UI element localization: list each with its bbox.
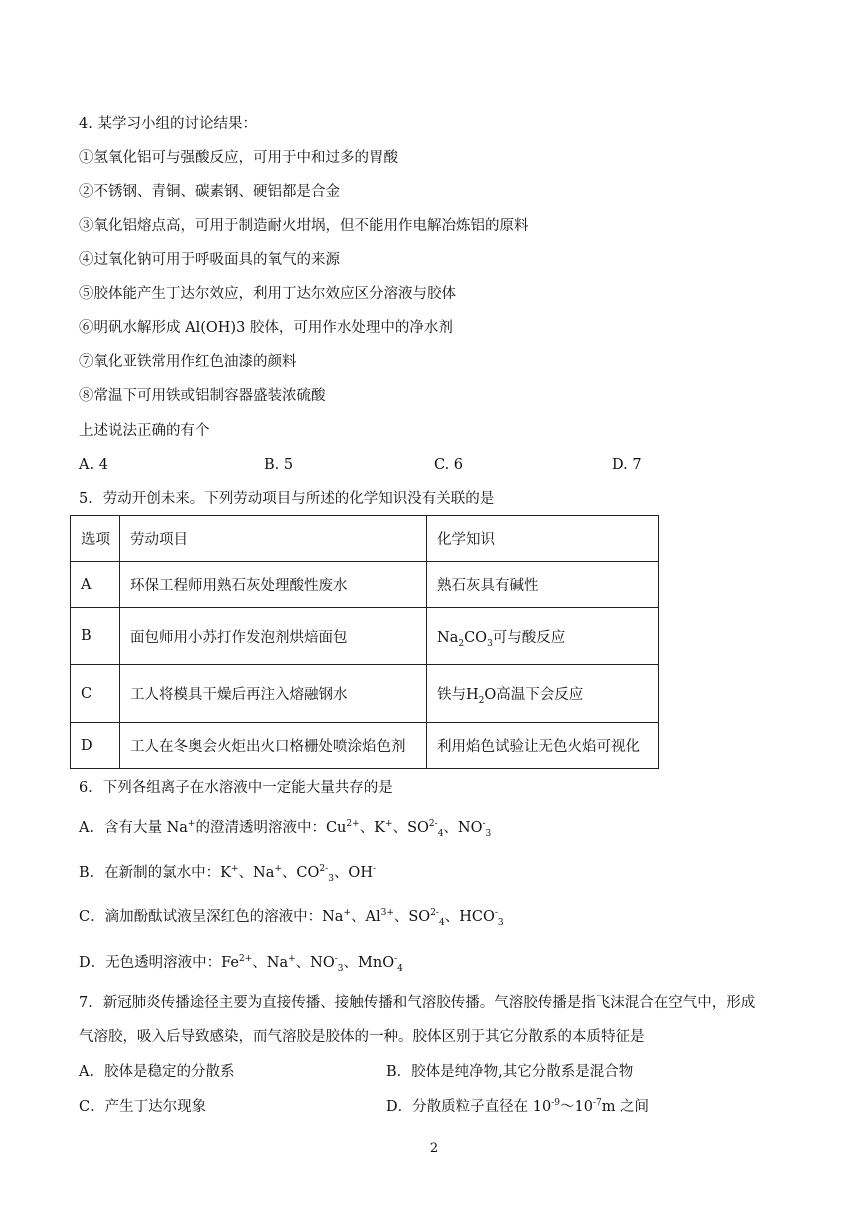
- q7-stem-line-2: 气溶胶，吸入后导致感染，而气溶胶是胶体的一种。胶体区别于其它分散系的本质特征是: [79, 1029, 645, 1045]
- table-row: [71, 665, 659, 723]
- text-run: 、Al: [350, 909, 381, 925]
- knowledge-text: 可与酸反应: [492, 629, 566, 646]
- subscript: 2: [458, 638, 465, 649]
- q4-item-6: ⑥明矾水解形成 Al(OH)3 胶体，可用作水处理中的净水剂: [79, 320, 453, 336]
- row-knowledge: 熟石灰具有碱性: [427, 562, 659, 608]
- text-run: ～10: [559, 1099, 593, 1115]
- superscript: -7: [592, 1098, 602, 1109]
- q4-item-2: ②不锈钢、青铜、碳素钢、硬铝都是合金: [79, 184, 340, 200]
- header-knowledge: 化学知识: [427, 516, 659, 562]
- q4-item-5: ⑤胶体能产生丁达尔效应，利用丁达尔效应区分溶液与胶体: [79, 286, 456, 302]
- superscript: -: [494, 908, 498, 919]
- superscript: +: [288, 954, 296, 965]
- q6-option-a: [79, 818, 491, 838]
- superscript: 2-: [319, 864, 329, 875]
- superscript: +: [274, 864, 282, 875]
- subscript: 3: [487, 638, 493, 649]
- q4-option-b: B. 5: [264, 457, 294, 473]
- q7-option-c: C．产生丁达尔现象: [79, 1099, 207, 1115]
- row-knowledge: [427, 608, 659, 665]
- text-run: m 之间: [601, 1099, 650, 1115]
- row-knowledge: [427, 665, 659, 723]
- superscript: -: [334, 954, 338, 965]
- subscript: 3: [485, 828, 492, 839]
- text-run: 、K: [359, 820, 386, 836]
- row-labor: 环保工程师用熟石灰处理酸性废水: [120, 562, 427, 608]
- q7-stem-line-1: 7．新冠肺炎传播途径主要为直接传播、接触传播和气溶胶传播。气溶胶传播是指飞沫混合在空气中，形成: [79, 995, 756, 1011]
- text-run: 、CO: [281, 865, 320, 881]
- superscript: 3+: [380, 908, 394, 919]
- row-option: A: [71, 562, 120, 608]
- text-run: 、NO: [295, 955, 335, 971]
- text-run: 、SO: [392, 820, 429, 836]
- q4-option-d: D. 7: [612, 457, 642, 473]
- table-row: [71, 562, 659, 608]
- q5-stem: 5．劳动开创未来。下列劳动项目与所述的化学知识没有关联的是: [79, 491, 495, 507]
- superscript: -: [372, 864, 377, 875]
- row-labor: 面包师用小苏打作发泡剂烘焙面包: [120, 608, 427, 665]
- subscript: 3: [497, 917, 504, 928]
- superscript: -: [394, 954, 398, 965]
- text-run: D．分散质粒子直径在 10: [386, 1099, 552, 1115]
- row-labor: 工人将模具干燥后再注入熔融钢水: [120, 665, 427, 723]
- q7-option-a: A．胶体是稳定的分散系: [79, 1064, 235, 1080]
- text-run: 的澄清透明溶液中：Cu: [195, 820, 347, 836]
- header-option: 选项: [71, 516, 120, 562]
- formula-o: O: [484, 687, 497, 703]
- formula-h: H: [466, 687, 479, 703]
- q4-item-1: ①氢氧化铝可与强酸反应，可用于中和过多的胃酸: [79, 150, 398, 166]
- text-run: C．滴加酚酞试液呈深红色的溶液中：Na: [79, 909, 344, 925]
- text-run: 、MnO: [343, 955, 395, 971]
- row-option: C: [71, 665, 120, 723]
- superscript: 2-: [428, 819, 438, 830]
- text-run: 、NO: [443, 820, 483, 836]
- q7-option-b: B．胶体是纯净物,其它分散系是混合物: [386, 1064, 634, 1080]
- subscript: 3: [337, 963, 344, 974]
- row-knowledge: 利用焰色试验让无色火焰可视化: [427, 723, 659, 769]
- subscript: 4: [397, 963, 403, 974]
- q6-option-b: [79, 863, 376, 883]
- superscript: +: [343, 908, 351, 919]
- table-row: [71, 608, 659, 665]
- subscript: 2: [478, 695, 485, 706]
- q4-item-7: ⑦氧化亚铁常用作红色油漆的颜料: [79, 354, 297, 370]
- text-run: 、SO: [393, 909, 431, 925]
- q6-option-c: [79, 907, 504, 927]
- subscript: 4: [438, 917, 445, 928]
- superscript: +: [385, 819, 393, 830]
- subscript: 3: [328, 873, 334, 884]
- text-run: 、OH: [333, 865, 373, 881]
- formula-co: CO: [464, 629, 488, 646]
- row-option: B: [71, 608, 120, 665]
- text-run: 、HCO: [444, 909, 495, 925]
- q4-item-3: ③氧化铝熔点高，可用于制造耐火坩埚，但不能用作电解冶炼铝的原料: [79, 218, 529, 234]
- text-run: B．在新制的氯水中：K: [79, 865, 231, 881]
- superscript: 2+: [238, 954, 253, 965]
- q7-option-d: [386, 1097, 649, 1117]
- knowledge-text: 铁与: [437, 687, 466, 703]
- q5-table: [70, 515, 659, 769]
- formula-na: Na: [437, 629, 459, 646]
- q4-option-c: C. 6: [434, 457, 464, 473]
- superscript: -: [482, 819, 486, 830]
- q4-item-4: ④过氧化钠可用于呼吸面具的氧气的来源: [79, 252, 340, 268]
- text-run: 、Na: [252, 955, 289, 971]
- row-labor: 工人在冬奥会火炬出火口格栅处喷涂焰色剂: [120, 723, 427, 769]
- q6-option-d: [79, 953, 403, 973]
- q6-stem: 6．下列各组离子在水溶液中一定能大量共存的是: [79, 780, 393, 796]
- row-option: D: [71, 723, 120, 769]
- text-run: D．无色透明溶液中：Fe: [79, 955, 239, 971]
- table-row: [71, 723, 659, 769]
- superscript: +: [187, 819, 196, 830]
- header-labor: 劳动项目: [120, 516, 427, 562]
- q4-item-8: ⑧常温下可用铁或铝制容器盛装浓硫酸: [79, 388, 326, 404]
- q4-question: 上述说法正确的有个: [79, 423, 210, 439]
- superscript: +: [231, 864, 239, 875]
- knowledge-text: 高温下会反应: [496, 687, 584, 703]
- q4-stem: 4. 某学习小组的讨论结果：: [79, 116, 257, 132]
- text-run: 、Na: [238, 865, 275, 881]
- superscript: 2-: [430, 908, 439, 919]
- text-run: A．含有大量 Na: [79, 820, 188, 836]
- superscript: -9: [551, 1098, 560, 1109]
- table-header-row: [71, 516, 659, 562]
- subscript: 4: [437, 828, 444, 839]
- q4-option-a: A. 4: [79, 457, 108, 473]
- superscript: 2+: [346, 819, 360, 830]
- page-number: 2: [429, 1141, 439, 1156]
